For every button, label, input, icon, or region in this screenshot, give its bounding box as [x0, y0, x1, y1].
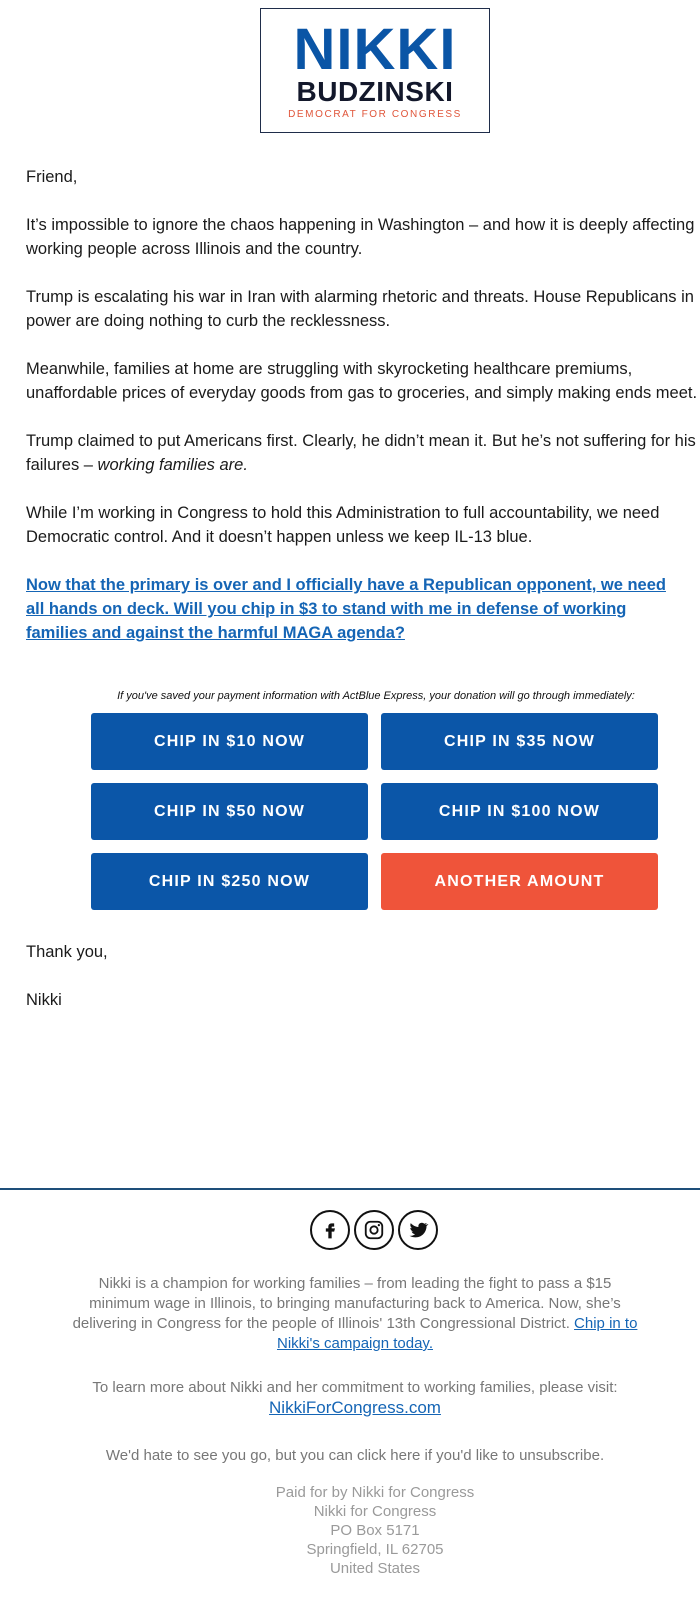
- closing: [26, 940, 108, 1036]
- footer-bio-text: Nikki is a champion for working families – from leading the fight to pass a $15 minimum wage in Illinois, to bringing manufacturing back to America. Now, she’s delivering in Congress for the people of Illinois' 13th Congressional District.: [72, 1275, 621, 1332]
- letter-body: [26, 165, 700, 669]
- paragraph-4-emphasis: working families are.: [97, 456, 248, 474]
- footer-divider: [0, 1188, 700, 1190]
- po-box-line: PO Box 5171: [330, 1522, 420, 1539]
- city-line: Springfield, IL 62705: [306, 1541, 444, 1558]
- facebook-icon[interactable]: [310, 1210, 350, 1250]
- donate-10-button[interactable]: CHIP IN $10 NOW: [91, 713, 368, 770]
- cta-donate-link[interactable]: Now that the primary is over and I officially have a Republican opponent, we need all hands on deck. Will you chip in $3 to stand with me in defense of working families and against the harmful MAGA agenda?: [26, 576, 666, 642]
- donate-100-button[interactable]: CHIP IN $100 NOW: [381, 783, 658, 840]
- footer-chip-in-link[interactable]: Chip in to Nikki's campaign today.: [277, 1315, 638, 1352]
- instagram-icon[interactable]: [354, 1210, 394, 1250]
- footer-site-link[interactable]: NikkiForCongress.com: [269, 1398, 441, 1417]
- donate-250-button[interactable]: CHIP IN $250 NOW: [91, 853, 368, 910]
- actblue-disclaimer: If you've saved your payment information with ActBlue Express, your donation will go through immediately:: [117, 690, 635, 702]
- campaign-logo: [260, 8, 490, 133]
- paid-for-line: Paid for by Nikki for Congress: [275, 1484, 475, 1501]
- logo-last-name: BUDZINSKI: [296, 76, 454, 107]
- unsubscribe-text[interactable]: We'd hate to see you go, but you can click here if you'd like to unsubscribe.: [105, 1447, 605, 1464]
- greeting: Friend,: [26, 168, 78, 186]
- footer-learn-more: [70, 1378, 640, 1419]
- donate-50-button[interactable]: CHIP IN $50 NOW: [91, 783, 368, 840]
- paragraph-5: While I’m working in Congress to hold this Administration to full accountability, we need Democratic control. And it doesn’t happen unless we keep IL-13 blue.: [26, 504, 660, 546]
- paragraph-4: [26, 429, 700, 477]
- thanks-text: Thank you,: [26, 943, 108, 961]
- paragraph-1: It’s impossible to ignore the chaos happening in Washington – and how it is deeply affecting working people across Illinois and the country.: [26, 216, 695, 258]
- org-line: Nikki for Congress: [313, 1503, 437, 1520]
- paragraph-3: Meanwhile, families at home are struggling with skyrocketing healthcare premiums, unaffordable prices of everyday goods from gas to groceries, and simply making ends meet.: [26, 360, 698, 402]
- social-links: [310, 1210, 438, 1250]
- donate-other-amount-button[interactable]: ANOTHER AMOUNT: [381, 853, 658, 910]
- donate-35-button[interactable]: CHIP IN $35 NOW: [381, 713, 658, 770]
- footer-bio: [70, 1274, 640, 1354]
- logo-tagline: DEMOCRAT FOR CONGRESS: [288, 109, 462, 120]
- country-line: United States: [329, 1560, 421, 1577]
- paragraph-4-text: Trump claimed to put Americans first. Clearly, he didn’t mean it. But he’s not suffering for his failures –: [26, 432, 696, 474]
- footer-learn-more-text: To learn more about Nikki and her commitment to working families, please visit:: [92, 1379, 618, 1396]
- signature: Nikki: [26, 991, 62, 1009]
- twitter-icon[interactable]: [398, 1210, 438, 1250]
- mailing-address: [0, 1483, 700, 1578]
- logo-first-name: NIKKI: [293, 17, 457, 82]
- paragraph-2: Trump is escalating his war in Iran with alarming rhetoric and threats. House Republicans in power are doing nothing to curb the recklessness.: [26, 288, 694, 330]
